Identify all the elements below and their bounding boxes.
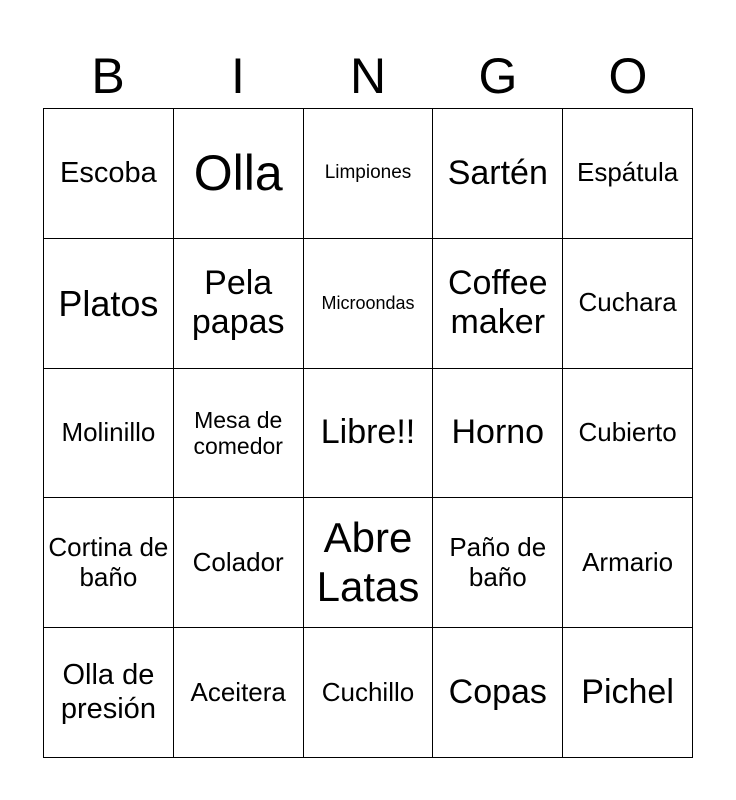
- bingo-cell-r4c2[interactable]: [174, 498, 304, 628]
- bingo-cell-r3c5[interactable]: [563, 369, 693, 499]
- bingo-card: [43, 108, 693, 758]
- bingo-cell-r2c3[interactable]: [304, 239, 434, 369]
- cell-label: Molinillo: [61, 417, 156, 448]
- cell-label: Paño de baño: [449, 531, 547, 592]
- cell-label: Cuchara: [578, 287, 677, 318]
- bingo-cell-r4c5[interactable]: [563, 498, 693, 628]
- bingo-cell-r2c5[interactable]: [563, 239, 693, 369]
- bingo-cell-r5c1[interactable]: [44, 628, 174, 758]
- bingo-cell-r4c3[interactable]: [304, 498, 434, 628]
- cell-label: Mesa de comedor: [193, 406, 283, 459]
- bingo-cell-r4c4[interactable]: [433, 498, 563, 628]
- bingo-cell-r5c2[interactable]: [174, 628, 304, 758]
- bingo-cell-r1c4[interactable]: [433, 109, 563, 239]
- cell-label: Limpiones: [324, 162, 412, 184]
- bingo-cell-r5c3[interactable]: [304, 628, 434, 758]
- cell-label: Espátula: [577, 157, 679, 188]
- cell-label: Copas: [448, 673, 547, 712]
- header-letter-b: B: [91, 48, 125, 104]
- bingo-cell-r2c4[interactable]: [433, 239, 563, 369]
- bingo-cell-r3c2[interactable]: [174, 369, 304, 499]
- cell-label: Armario: [582, 546, 674, 577]
- cell-label: Microondas: [321, 292, 415, 313]
- cell-label: Horno: [451, 413, 545, 452]
- cell-label: Olla de presión: [60, 659, 156, 725]
- cell-label: Escoba: [60, 156, 157, 189]
- cell-label: Aceitera: [190, 676, 286, 707]
- header-letter-i: I: [231, 48, 245, 104]
- bingo-cell-r1c5[interactable]: [563, 109, 693, 239]
- bingo-cell-r1c2[interactable]: [174, 109, 304, 239]
- cell-label: Abre Latas: [316, 514, 420, 610]
- bingo-cell-r4c1[interactable]: [44, 498, 174, 628]
- bingo-cell-r1c3[interactable]: [304, 109, 434, 239]
- header-letter-g: G: [478, 48, 518, 104]
- bingo-cell-r2c1[interactable]: [44, 239, 174, 369]
- bingo-cell-r3c1[interactable]: [44, 369, 174, 499]
- bingo-cell-r5c4[interactable]: [433, 628, 563, 758]
- cell-label: Colador: [192, 546, 284, 577]
- cell-label: Coffee maker: [448, 264, 548, 342]
- bingo-cell-r3c3 free-space[interactable]: [304, 369, 434, 499]
- cell-label: Pichel: [581, 673, 674, 712]
- bingo-header: [43, 44, 693, 108]
- cell-label: Sartén: [447, 153, 548, 192]
- cell-label: Cubierto: [578, 417, 677, 448]
- bingo-cell-r1c1[interactable]: [44, 109, 174, 239]
- bingo-cell-r2c2[interactable]: [174, 239, 304, 369]
- cell-label: Cortina de baño: [48, 531, 169, 592]
- cell-label: Pela papas: [191, 264, 285, 342]
- cell-label: Cuchillo: [321, 676, 415, 707]
- header-letter-n: N: [349, 48, 387, 104]
- bingo-cell-r3c4[interactable]: [433, 369, 563, 499]
- cell-label: Libre!!: [320, 413, 416, 452]
- header-letter-o: O: [608, 48, 648, 104]
- bingo-cell-r5c5[interactable]: [563, 628, 693, 758]
- cell-label: Platos: [58, 282, 159, 324]
- cell-label: Olla: [193, 144, 283, 201]
